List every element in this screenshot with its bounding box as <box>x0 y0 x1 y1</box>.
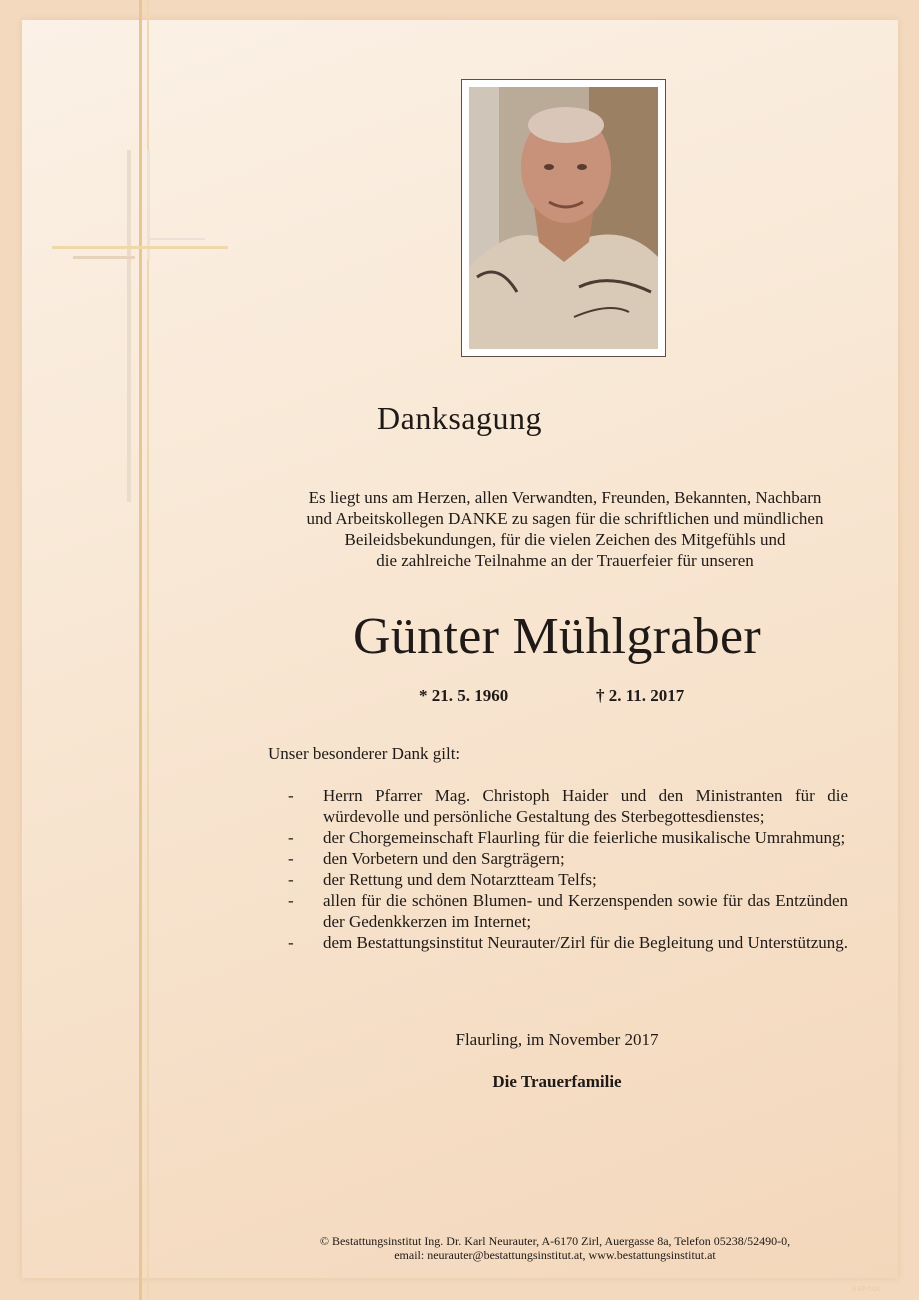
list-item: - den Vorbetern und den Sargträgern; <box>288 849 565 868</box>
intro-text <box>260 487 870 571</box>
intro-line: die zahlreiche Teilnahme an der Trauerfeier für unseren <box>376 551 754 570</box>
cross-shadow <box>147 150 150 260</box>
list-item: - der Rettung und dem Notarztteam Telfs; <box>288 870 597 889</box>
death-date: † 2. 11. 2017 <box>596 686 685 705</box>
document-code: S EP 0720 <box>852 1287 881 1293</box>
list-item: - Herrn Pfarrer Mag. Christoph Haider und den Ministranten für die würdevolle und persönliche Gestaltung des Sterbegottesdienstes; <box>288 786 848 826</box>
cross-arm <box>73 256 135 259</box>
portrait-frame <box>461 79 666 357</box>
list-item: - allen für die schönen Blumen- und Kerzenspenden sowie für das Entzünden der Gedenkkerzen im Internet; <box>288 891 848 931</box>
place-date: Flaurling, im November 2017 <box>455 1030 659 1049</box>
birth-date: * 21. 5. 1960 <box>419 686 509 705</box>
intro-line: Beileidsbekundungen, für die vielen Zeichen des Mitgefühls und <box>344 530 786 549</box>
footer-line: email: neurauter@bestattungsinstitut.at, www.bestattungsinstitut.at <box>394 1248 716 1262</box>
cross-arm-gold <box>52 246 228 249</box>
intro-line: Es liegt uns am Herzen, allen Verwandten, Freunden, Bekannten, Nachbarn <box>308 488 822 507</box>
list-item: - dem Bestattungsinstitut Neurauter/Zirl für die Begleitung und Unterstützung. <box>288 933 849 952</box>
page-title: Danksagung <box>377 400 542 436</box>
list-item: - der Chorgemeinschaft Flaurling für die feierliche musikalische Umrahmung; <box>288 828 846 847</box>
thanks-heading: Unser besonderer Dank gilt: <box>268 744 461 763</box>
deceased-name: Günter Mühlgraber <box>353 608 761 665</box>
cross-arm-light <box>150 238 205 240</box>
footer-line: © Bestattungsinstitut Ing. Dr. Karl Neurauter, A-6170 Zirl, Auergasse 8a, Telefon 05238/52490-0, <box>319 1234 791 1248</box>
intro-line: und Arbeitskollegen DANKE zu sagen für die schriftlichen und mündlichen <box>306 509 824 528</box>
signature: Die Trauerfamilie <box>492 1072 622 1091</box>
cross-icon <box>127 150 131 502</box>
portrait-photo <box>469 87 658 349</box>
footer <box>0 1234 919 1262</box>
thanks-list <box>288 785 848 953</box>
